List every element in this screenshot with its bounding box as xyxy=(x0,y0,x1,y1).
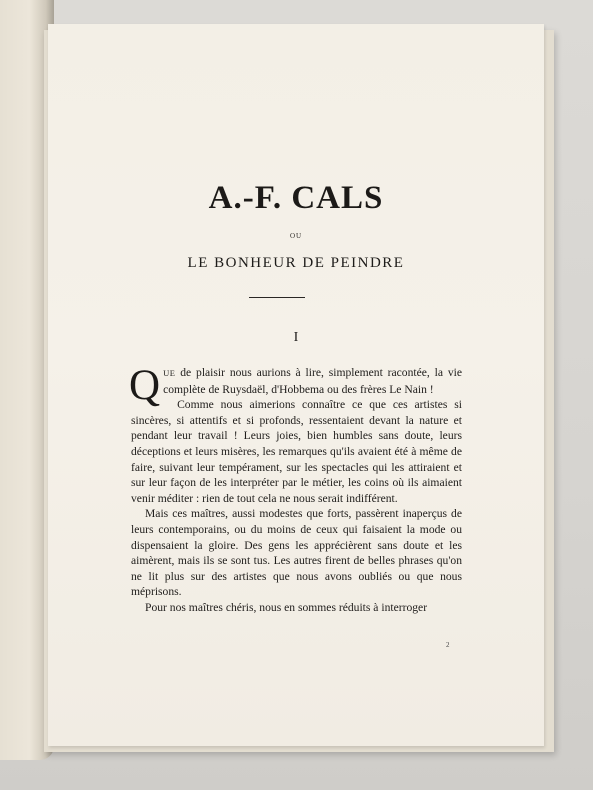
paragraph-text: de plaisir nous aurions à lire, simplement racontée, la vie complète de Ruysdaël, d'Hobbema ou des frères Le Nain ! xyxy=(163,366,462,396)
paragraph: Pour nos maîtres chéris, nous en sommes réduits à interroger xyxy=(145,600,428,614)
title-conjunction: OU xyxy=(289,232,303,240)
paragraph: Mais ces maîtres, aussi modestes que forts, passèrent inaperçus de leurs contemporains, ou du moins de ceux qui faisaient la mode ou dispensaient la gloire. Des gens les apprécièrent sans doute et les aimèrent, mais ils se sont tus. Les autres firent de belles phrases qu'on ne lit plus sur des artistes que nous avons oubliés ou que nous méprisons. xyxy=(131,507,462,599)
body-text xyxy=(129,362,462,616)
paragraph xyxy=(129,362,462,409)
paragraph: Comme nous aimerions connaître ce que ces artistes si sincères, si attentifs et si profonds, ressentaient devant la nature et pendant leur travail ! Leurs joies, bien humbles sans doute, leurs déceptions et leurs misères, les remarques qu'ils avaient été à même de faire, suivant leur tempérament, sur les spectacles qui les attiraient et sur leur façon de les interpréter par le métier, les coins où ils aimaient venir méditer : rien de tout cela ne nous serait indifférent. xyxy=(131,398,462,505)
page-subtitle: LE BONHEUR DE PEINDRE xyxy=(187,255,405,271)
chapter-number: I xyxy=(293,330,299,345)
small-caps: UE xyxy=(163,368,176,378)
page-title: A.-F. CALS xyxy=(208,180,384,216)
title-rule xyxy=(249,297,305,298)
signature-mark: 2 xyxy=(446,641,450,649)
drop-cap: Q xyxy=(129,362,161,409)
book-page xyxy=(48,24,544,746)
